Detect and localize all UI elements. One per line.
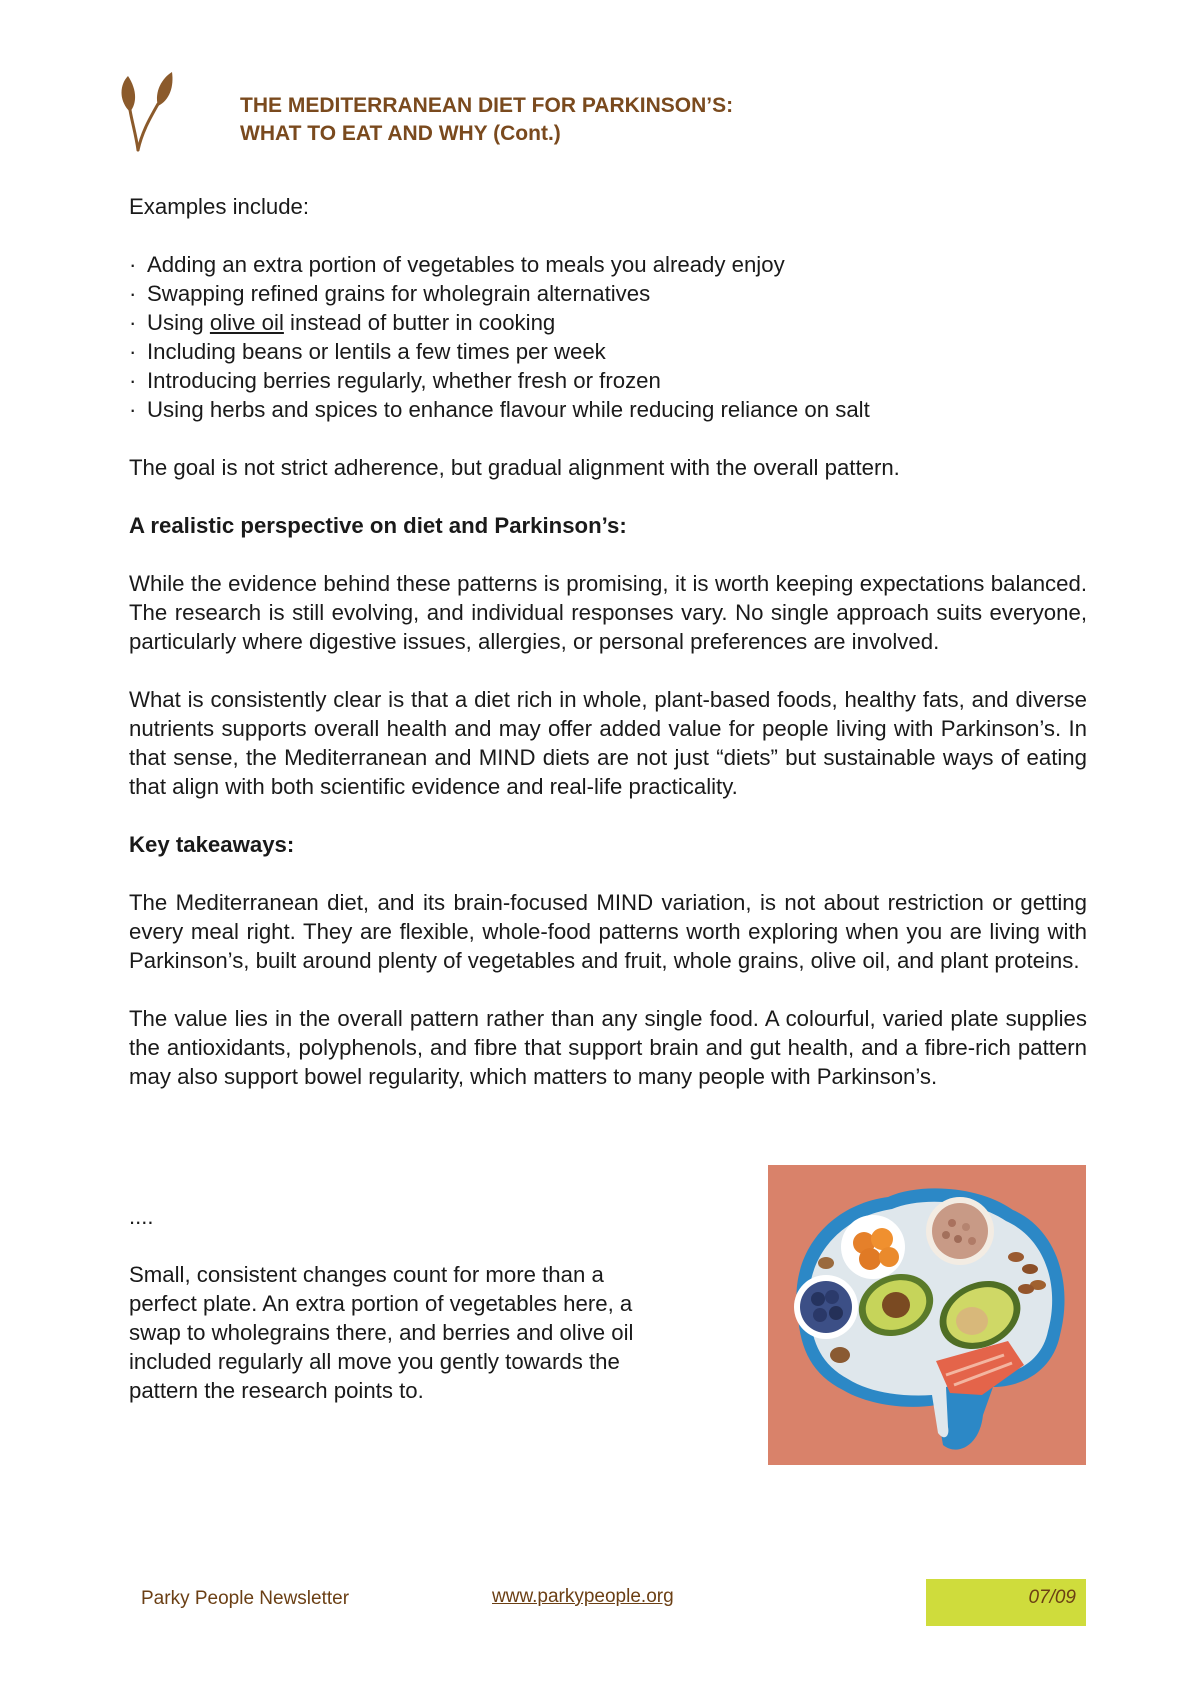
list-item-text: Swapping refined grains for wholegrain alternatives [147,281,651,306]
list-item [129,337,1087,366]
list-item [129,250,1087,279]
list-item-text: Introducing berries regularly, whether fresh or frozen [147,368,661,393]
page-title-line-2: WHAT TO EAT AND WHY (Cont.) [240,122,561,145]
section-heading-takeaways: Key takeaways: [129,832,295,857]
list-item-text: Adding an extra portion of vegetables to meals you already enjoy [147,252,785,277]
list-item-text: Using herbs and spices to enhance flavour while reducing reliance on salt [147,397,870,422]
page-title [240,92,733,148]
list-item-prefix: Using [147,310,210,335]
section-separator: .... [129,1204,154,1229]
section-heading-realistic: A realistic perspective on diet and Parkinson’s: [129,513,627,538]
closing-paragraph: Small, consistent changes count for more than a perfect plate. An extra portion of vegetables here, a swap to wholegrains there, and berries and olive oil included regularly all move you gently towards the pattern the research points to. [129,1262,634,1403]
paragraph-takeaways: The Mediterranean diet, and its brain-focused MIND variation, is not about restriction or getting every meal right. They are flexible, whole-food patterns worth exploring when you are living with Parkinson’s, built around plenty of vegetables and fruit, whole grains, olive oil, and plant proteins. [129,890,1087,973]
list-item [129,395,1087,424]
list-item [129,308,1087,337]
goal-statement: The goal is not strict adherence, but gradual alignment with the overall pattern. [129,455,900,480]
page-number-badge [926,1579,1086,1626]
page-title-line-1: THE MEDITERRANEAN DIET FOR PARKINSON’S: [240,94,734,117]
website-link[interactable]: www.parkypeople.org [492,1586,674,1607]
newsletter-name: Parky People Newsletter [141,1588,350,1609]
paragraph-value: The value lies in the overall pattern rather than any single food. A colourful, varied plate supplies the antioxidants, polyphenols, and fibre that support brain and gut health, and a fibre-rich pattern may also support bowel regularity, which matters to many people with Parkinson’s. [129,1006,1087,1089]
list-item-text: Including beans or lentils a few times per week [147,339,606,364]
article-body [129,192,1087,1120]
list-item-suffix: instead of butter in cooking [283,310,556,335]
list-item [129,279,1087,308]
examples-intro: Examples include: [129,194,310,219]
paragraph-evidence: While the evidence behind these patterns is promising, it is worth keeping expectations balanced. The research is still evolving, and individual responses vary. No single approach suits everyone, particularly where digestive issues, allergies, or personal preferences are involved. [129,571,1087,654]
page-number: 07/09 [1028,1587,1076,1608]
brain-food-image [768,1165,1086,1465]
logo-icon [116,70,176,152]
olive-oil-link[interactable]: olive oil [209,310,284,335]
list-item [129,366,1087,395]
paragraph-consistently-clear: What is consistently clear is that a diet rich in whole, plant-based foods, healthy fats, and diverse nutrients supports overall health and may offer added value for people living with Parkinson’s. In that sense, the Mediterranean and MIND diets are not just “diets” but sustainable ways of eating that align with both scientific evidence and real-life practicality. [129,687,1087,799]
examples-list [129,250,1087,424]
